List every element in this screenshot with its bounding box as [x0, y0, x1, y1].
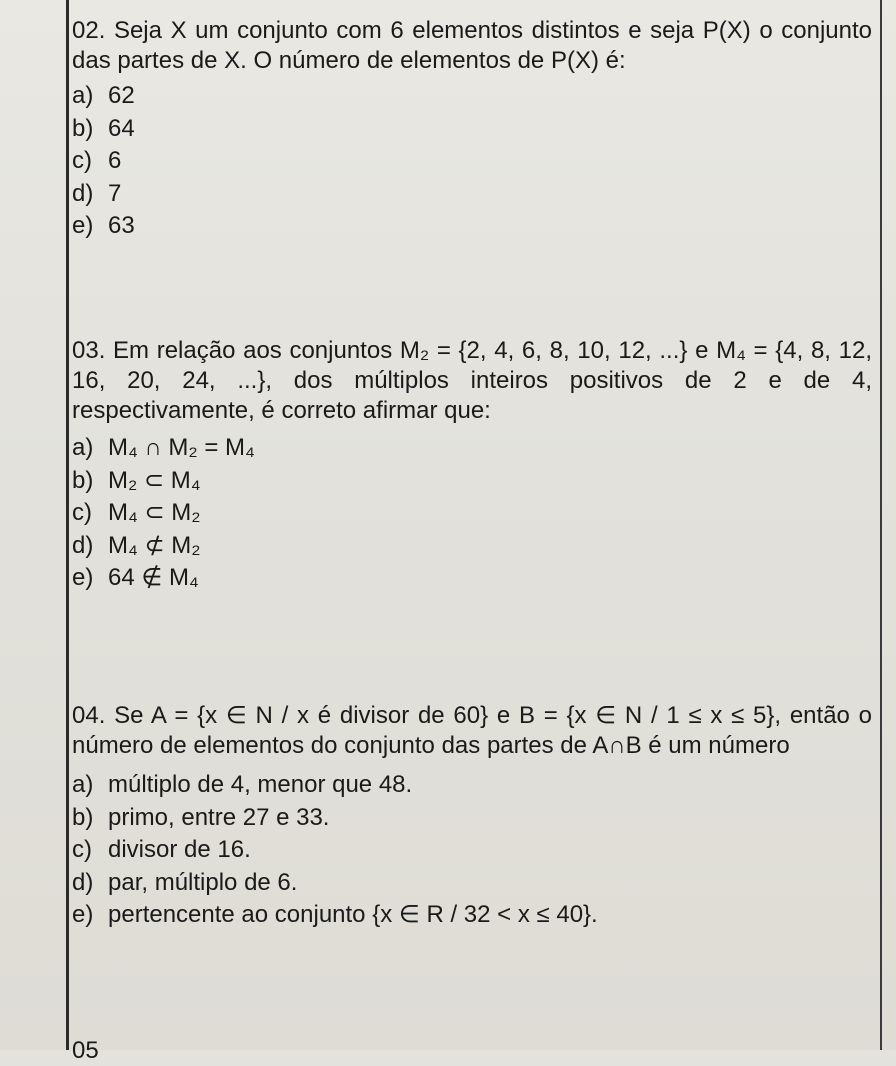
next-question-number-cut-off: 05 [72, 1037, 99, 1064]
option-text: 62 [108, 82, 135, 109]
option-text: primo, entre 27 e 33. [108, 803, 330, 831]
option-letter: b) [72, 114, 94, 142]
option-letter: a) [72, 82, 94, 109]
option-letter: e) [72, 901, 94, 928]
option-text: M₂ ⊂ M₄ [108, 466, 201, 494]
option-text: M₄ ⊂ M₂ [108, 499, 201, 526]
option-text: 6 [108, 147, 122, 174]
option-letter: c) [72, 147, 92, 174]
option-text: 64 ∉ M₄ [108, 564, 199, 591]
option-letter: d) [72, 868, 94, 896]
question-02-options [72, 80, 872, 243]
question-03 [72, 336, 872, 595]
option-letter: e) [72, 564, 94, 591]
option-e [72, 899, 872, 932]
question-02 [72, 16, 872, 243]
option-letter: c) [72, 836, 92, 863]
option-d [72, 530, 872, 563]
option-letter: a) [72, 771, 94, 798]
option-a [72, 432, 872, 465]
question-03-stem: 03. Em relação aos conjuntos M₂ = {2, 4, 6, 8, 10, 12, ...} e M₄ = {4, 8, 12, 16, 20, 24, ...}, dos múltiplos inteiros positivos de 2 e de 4, respectivamente, é correto afirmar que: [72, 337, 872, 424]
option-e [72, 210, 872, 243]
option-letter: b) [72, 466, 94, 494]
option-text: M₄ ∩ M₂ = M₄ [108, 434, 255, 461]
option-b [72, 113, 872, 146]
right-margin-rule [880, 0, 882, 1050]
option-letter: e) [72, 212, 94, 239]
option-letter: c) [72, 499, 92, 526]
option-a [72, 769, 872, 802]
option-d [72, 867, 872, 900]
question-04 [72, 701, 872, 932]
option-text: 64 [108, 114, 135, 142]
option-text: par, múltiplo de 6. [108, 868, 298, 896]
option-letter: d) [72, 179, 94, 207]
option-c [72, 145, 872, 178]
option-letter: a) [72, 434, 94, 461]
option-b [72, 465, 872, 498]
question-04-options [72, 769, 872, 932]
question-04-stem: 04. Se A = {x ∈ N / x é divisor de 60} e B = {x ∈ N / 1 ≤ x ≤ 5}, então o número de elementos do conjunto das partes de A∩B é um número [72, 702, 872, 759]
option-text: divisor de 16. [108, 836, 251, 863]
option-text: pertencente ao conjunto {x ∈ R / 32 < x ≤ 40}. [108, 901, 598, 928]
option-e [72, 562, 872, 595]
option-text: 63 [108, 212, 135, 239]
option-text: 7 [108, 179, 122, 207]
option-letter: b) [72, 803, 94, 831]
option-letter: d) [72, 531, 94, 559]
option-c [72, 834, 872, 867]
option-c [72, 497, 872, 530]
option-b [72, 802, 872, 835]
left-margin-rule [66, 0, 69, 1050]
question-02-stem: 02. Seja X um conjunto com 6 elementos distintos e seja P(X) o conjunto das partes de X. O número de elementos de P(X) é: [72, 17, 872, 74]
option-text: múltiplo de 4, menor que 48. [108, 771, 413, 798]
option-d [72, 178, 872, 211]
question-03-options [72, 432, 872, 595]
option-a [72, 80, 872, 113]
option-text: M₄ ⊄ M₂ [108, 531, 201, 559]
